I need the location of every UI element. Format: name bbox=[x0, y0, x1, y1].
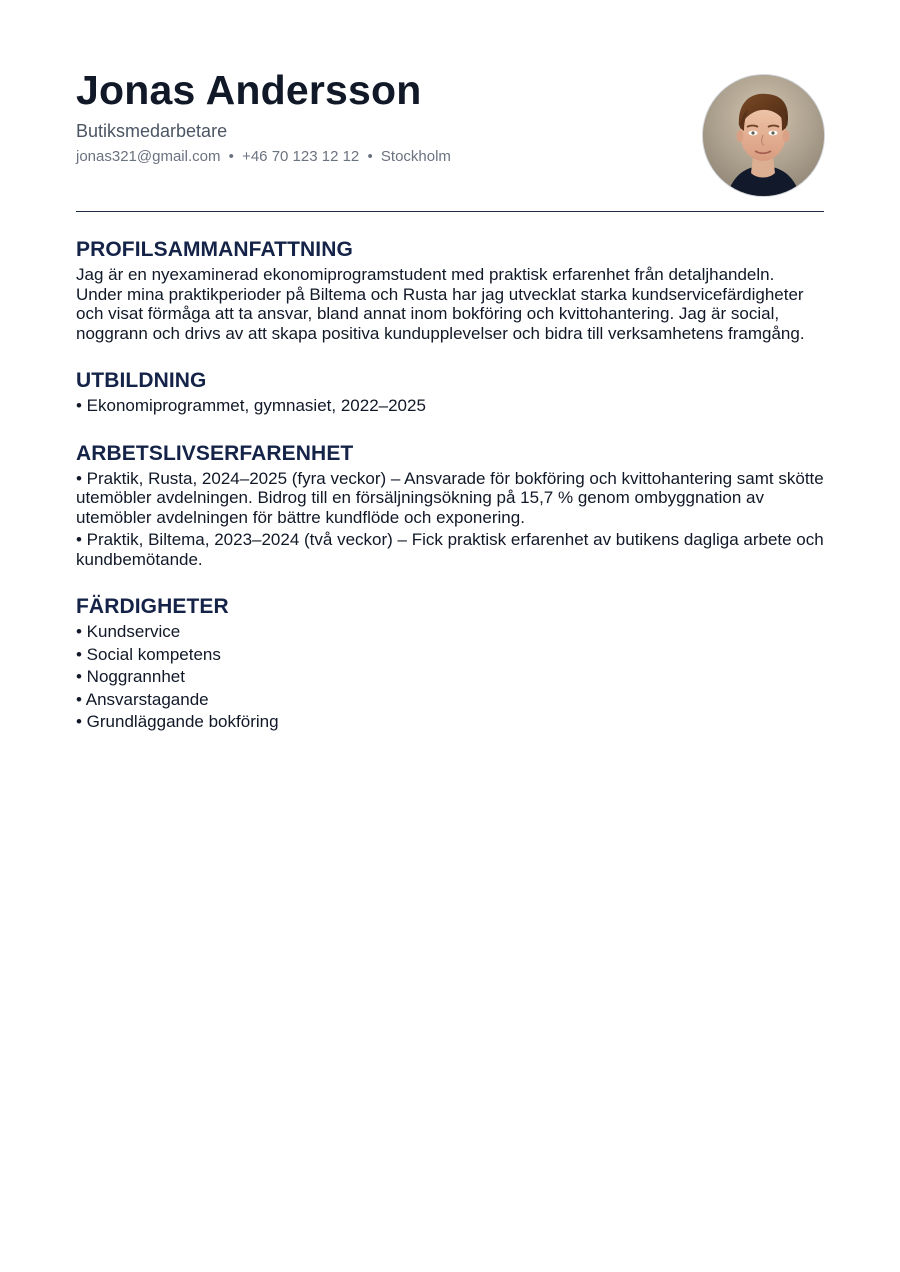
experience-item-rusta: • Praktik, Rusta, 2024–2025 (fyra veckor) – Ansvarade för bokföring och kvittohantering samt skötte utemöbler avdelningen. Bidrog till en försäljningsökning på 15,7 % genom ombyggnation av utemöbler avdelningen för bättre kundflöde och exponering. bbox=[76, 468, 824, 527]
experience-section bbox=[76, 442, 824, 570]
skill-item: • Kundservice bbox=[76, 622, 181, 641]
experience-heading: ARBETSLIVSERFARENHET bbox=[76, 441, 354, 465]
avatar bbox=[703, 75, 824, 196]
profile-section bbox=[76, 238, 824, 343]
skills-section bbox=[76, 595, 824, 732]
phone-text: +46 70 123 12 12 bbox=[242, 148, 360, 165]
skills-heading: FÄRDIGHETER bbox=[76, 595, 229, 618]
header-divider bbox=[76, 211, 824, 212]
education-heading: UTBILDNING bbox=[76, 369, 207, 392]
profile-photo-icon bbox=[703, 75, 824, 196]
experience-item-biltema: • Praktik, Biltema, 2023–2024 (två veckor) – Fick praktisk erfarenhet av butikens dagliga arbete och kundbemötande. bbox=[76, 530, 824, 569]
candidate-name: Jonas Andersson bbox=[76, 67, 422, 113]
contact-separator: • bbox=[367, 148, 373, 165]
skills-list bbox=[76, 622, 824, 732]
skill-item: • Social kompetens bbox=[76, 644, 221, 664]
job-title: Butiksmedarbetare bbox=[76, 121, 228, 141]
education-item: • Ekonomiprogrammet, gymnasiet, 2022–2025 bbox=[76, 396, 426, 415]
skill-item: • Noggrannhet bbox=[76, 667, 185, 686]
profile-text: Jag är en nyexaminerad ekonomiprogramstudent med praktisk erfarenhet från detaljhandeln. Under mina praktikperioder på Biltema och Rusta har jag utvecklat starka kundservicefärdigheter och visat förmåga att ta ansvar, bland annat inom bokföring och kvittohantering. Jag är social, noggrann och drivs av att skapa positiva kundupplevelser och bidra till verksamhetens framgång. bbox=[76, 265, 805, 343]
city-text: Stockholm bbox=[380, 148, 451, 165]
education-section bbox=[76, 369, 824, 416]
contact-separator: • bbox=[228, 148, 234, 165]
experience-list bbox=[76, 469, 824, 570]
profile-heading: PROFILSAMMANFATTNING bbox=[76, 238, 353, 261]
resume-header bbox=[76, 66, 824, 211]
skill-item: • Grundläggande bokföring bbox=[76, 712, 279, 731]
education-list bbox=[76, 396, 824, 416]
skill-item: • Ansvarstagande bbox=[76, 689, 209, 709]
email-text: jonas321@gmail.com bbox=[76, 148, 221, 165]
